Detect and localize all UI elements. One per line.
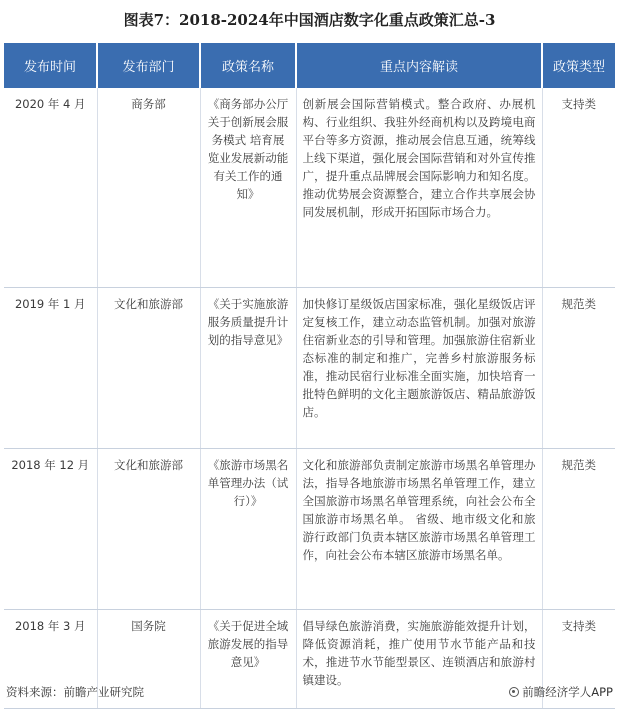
cell-policy-type: 规范类 [542,448,615,609]
cell-date: 2018 年 3 月 [4,609,97,708]
table-row [4,287,615,448]
cell-date: 2019 年 1 月 [4,287,97,448]
cell-content: 创新展会国际营销模式。整合政府、办展机构、行业组织、我驻外经商机构以及跨境电商平台等多方资源，推动展会信息互通，统筹线上线下渠道，强化展会国际营销和对外宣传推广，提升重点品牌展会国际影响力和知名度。推动优势展会资源整合，建立合作共享展会协同发展机制，形成开拓国际市场合力。 [296,88,542,287]
cell-date: 2020 年 4 月 [4,88,97,287]
table-row [4,448,615,609]
column-header-department: 发布部门 [97,43,200,88]
cell-policy-name: 《商务部办公厅关于创新展会服务模式 培育展览业发展新动能有关工作的通知》 [200,88,296,287]
column-header-content: 重点内容解读 [296,43,542,88]
cell-policy-name: 《关于促进全域旅游发展的指导意见》 [200,609,296,708]
cell-policy-name: 《旅游市场黑名单管理办法（试行）》 [200,448,296,609]
cell-content: 加快修订星级饭店国家标准，强化星级饭店评定复核工作，建立动态监管机制。加强对旅游住宿新业态的引导和管理。加强旅游住宿新业态标准的制定和推广，完善乡村旅游服务标准，推动民宿行业标准全面实施，加快培育一批特色鲜明的文化主题旅游饭店、精品旅游饭店。 [296,287,542,448]
cell-department: 文化和旅游部 [97,448,200,609]
page-title: 图表7：2018-2024年中国酒店数字化重点政策汇总-3 [123,11,496,29]
cell-date: 2018 年 12 月 [4,448,97,609]
source-note: 资料来源：前瞻产业研究院 [6,685,144,699]
brand-label: 前瞻经济学人APP [522,685,613,699]
column-header-date: 发布时间 [4,43,97,88]
cell-policy-type: 支持类 [542,609,615,708]
cell-policy-name: 《关于实施旅游服务质量提升计划的指导意见》 [200,287,296,448]
cell-policy-type: 支持类 [542,88,615,287]
cell-department: 国务院 [97,609,200,708]
table-header-row [4,43,615,88]
policy-table [4,43,615,709]
cell-content: 文化和旅游部负责制定旅游市场黑名单管理办法，指导各地旅游市场黑名单管理工作，建立全国旅游市场黑名单管理系统，向社会公布全国旅游市场黑名单。 省级、地市级文化和旅游行政部门负责本辖区旅游市场黑名单管理工作，向社会公布本辖区旅游市场黑名单。 [296,448,542,609]
table-row [4,88,615,287]
column-header-policy-name: 政策名称 [200,43,296,88]
qianzhan-logo-icon [509,687,519,697]
cell-content: 倡导绿色旅游消费，实施旅游能效提升计划，降低资源消耗，推广使用节水节能产品和技术，推进节水节能型景区、连锁酒店和旅游村镇建设。 [296,609,542,708]
cell-department: 文化和旅游部 [97,287,200,448]
brand-credit [509,684,613,700]
cell-policy-type: 规范类 [542,287,615,448]
column-header-policy-type: 政策类型 [542,43,615,88]
cell-department: 商务部 [97,88,200,287]
